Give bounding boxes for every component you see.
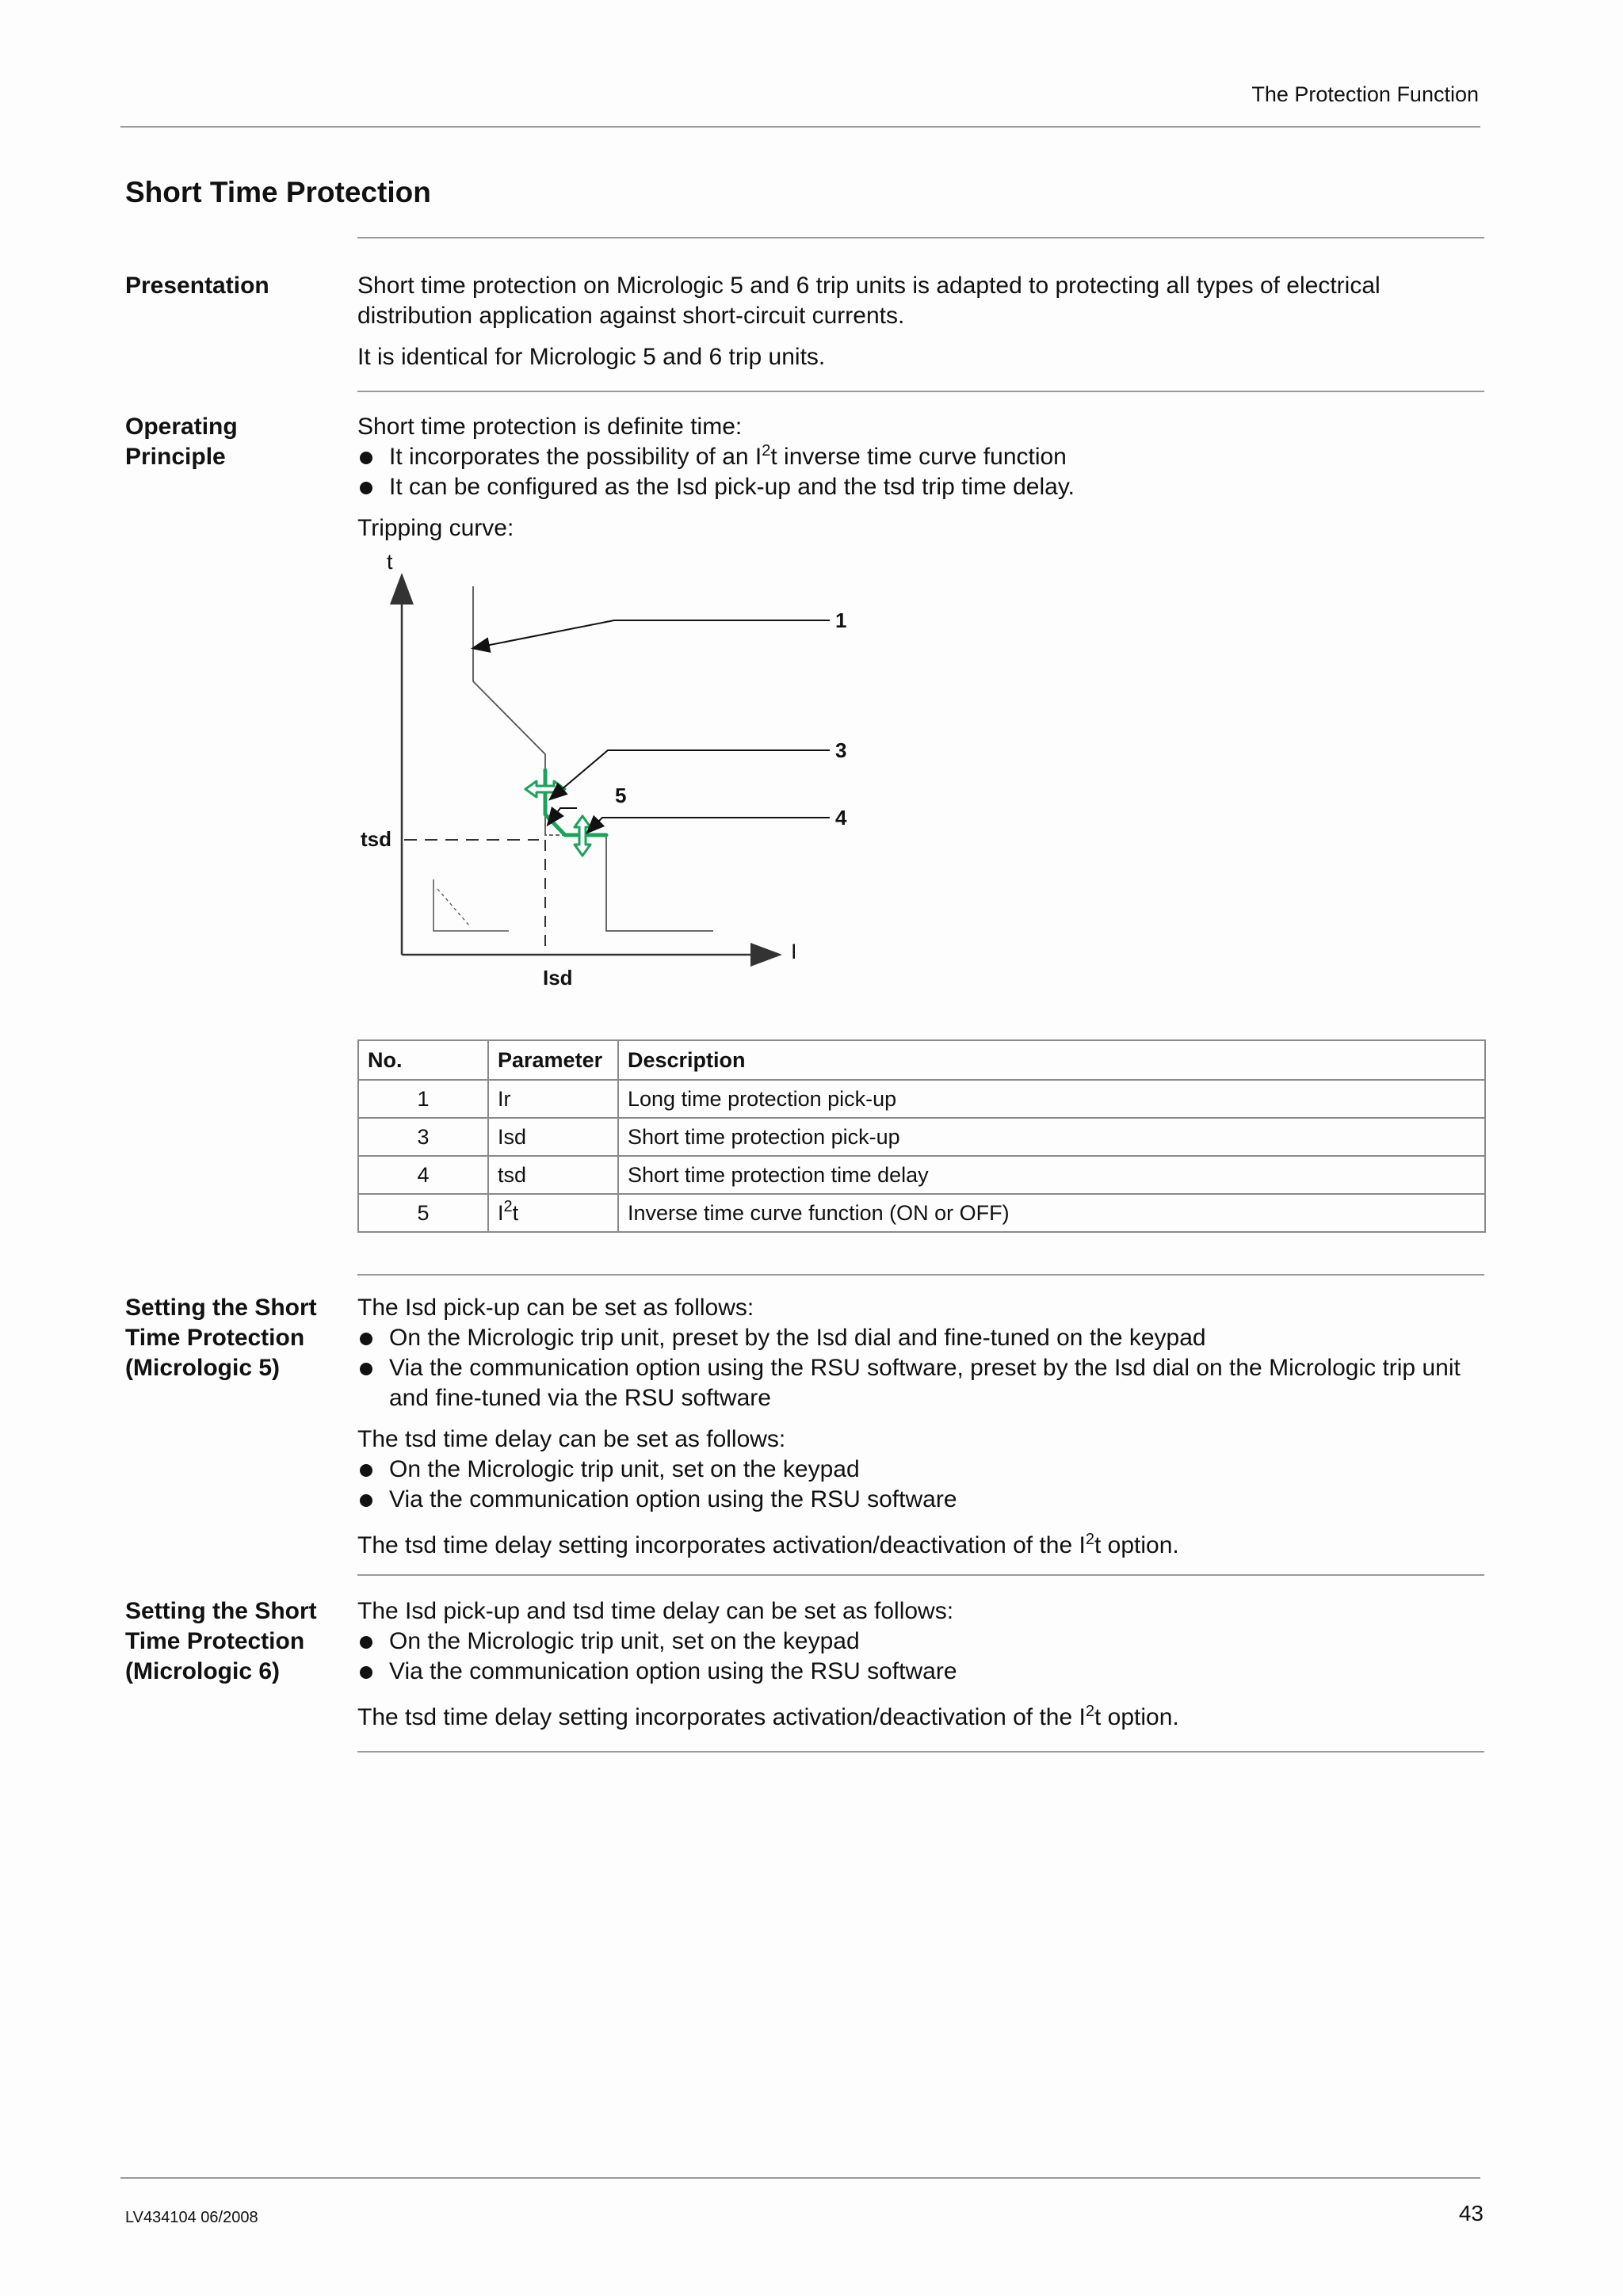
cell-description: Inverse time curve function (ON or OFF) <box>618 1194 1485 1232</box>
heading-line: Principle <box>125 444 226 470</box>
inset-dashed-line <box>437 889 469 925</box>
setting-micrologic-6-body <box>357 1596 1483 1733</box>
list-item: It incorporates the possibility of an $I^2t$ inverse time curve function <box>357 442 1483 472</box>
operating-principle-heading <box>125 412 343 472</box>
table-row <box>358 1080 1485 1118</box>
operating-bullets <box>357 442 1483 502</box>
cell-description: Long time protection pick-up <box>618 1080 1485 1118</box>
operating-principle-body <box>357 412 1483 543</box>
isd-axis-label: Isd <box>543 966 573 990</box>
heading-line: (Micrologic 5) <box>125 1355 281 1381</box>
x-axis-label: I <box>791 940 797 963</box>
callout-3-label: 3 <box>835 738 847 762</box>
column-header-parameter: Parameter <box>488 1040 618 1080</box>
page-number: 43 <box>1458 2201 1484 2225</box>
column-header-no: No. <box>358 1040 488 1080</box>
divider <box>357 237 1484 238</box>
list-item: Via the communication option using the RSU software, preset by the Isd dial on the Micrologic trip unit and fine-tuned via the RSU software <box>357 1353 1483 1413</box>
isd-setting-intro: The Isd pick-up can be set as follows: <box>357 1295 754 1321</box>
tsd-setting-intro: The tsd time delay can be set as follows: <box>357 1426 786 1452</box>
column-header-description: Description <box>618 1040 1485 1080</box>
list-item: On the Micrologic trip unit, set on the keypad <box>357 1455 1483 1485</box>
i2t-note: The tsd time delay setting incorporates activation/deactivation of the $I^2t$ option. <box>357 1703 1179 1730</box>
list-item: It can be configured as the Isd pick-up and the tsd trip time delay. <box>357 472 1483 502</box>
table-row <box>358 1118 1485 1156</box>
inset-curve <box>433 879 509 931</box>
isd-setting-bullets <box>357 1323 1483 1413</box>
i2t-note: The tsd time delay setting incorporates activation/deactivation of the $I^2t$ option. <box>357 1531 1179 1558</box>
callout-4-leader <box>588 818 830 832</box>
callout-4-label: 4 <box>835 806 847 830</box>
footer-rule <box>120 2177 1480 2179</box>
cell-parameter: tsd <box>488 1156 618 1194</box>
setting-micrologic-6-heading <box>125 1596 343 1687</box>
tripping-curve-label: Tripping curve: <box>357 515 514 541</box>
heading-line: (Micrologic 6) <box>125 1658 281 1684</box>
presentation-paragraph-1: Short time protection on Micrologic 5 and 6 trip units is adapted to protecting all types of electrical distribution application against short-circuit currents. <box>357 273 1381 329</box>
cell-description: Short time protection time delay <box>618 1156 1485 1194</box>
divider <box>357 391 1484 392</box>
heading-line: Setting the Short <box>125 1295 317 1321</box>
presentation-body <box>357 271 1483 372</box>
tsd-axis-label: tsd <box>361 827 391 851</box>
heading-line: Operating <box>125 414 238 440</box>
callout-5-label: 5 <box>615 784 627 807</box>
cell-parameter: Ir <box>488 1080 618 1118</box>
cell-description: Short time protection pick-up <box>618 1118 1485 1156</box>
tripping-curve-diagram <box>341 547 856 990</box>
cell-no: 5 <box>358 1194 488 1232</box>
table-row <box>358 1156 1485 1194</box>
list-item: On the Micrologic trip unit, preset by the Isd dial and fine-tuned on the keypad <box>357 1323 1483 1353</box>
running-head: The Protection Function <box>1251 82 1479 106</box>
header-rule <box>120 126 1480 128</box>
divider <box>357 1274 1484 1276</box>
list-item: Via the communication option using the RSU software <box>357 1657 1483 1687</box>
cell-parameter: $I^2t$ <box>488 1194 618 1232</box>
heading-line: Time Protection <box>125 1325 305 1351</box>
cell-no: 4 <box>358 1156 488 1194</box>
callout-1-leader <box>474 620 830 648</box>
list-item: On the Micrologic trip unit, set on the keypad <box>357 1627 1483 1657</box>
setting-intro: The Isd pick-up and tsd time delay can be set as follows: <box>357 1598 954 1624</box>
tsd-setting-bullets <box>357 1455 1483 1515</box>
callout-3-leader <box>551 750 830 799</box>
table-row <box>358 1194 1485 1232</box>
setting-bullets <box>357 1627 1483 1687</box>
setting-micrologic-5-heading <box>125 1293 343 1383</box>
cell-no: 1 <box>358 1080 488 1118</box>
setting-micrologic-5-body <box>357 1293 1483 1561</box>
operating-intro: Short time protection is definite time: <box>357 414 743 440</box>
document-reference: LV434104 06/2008 <box>125 2209 258 2226</box>
list-item: Via the communication option using the RSU software <box>357 1485 1483 1515</box>
table-header-row <box>358 1040 1485 1080</box>
cell-parameter: Isd <box>488 1118 618 1156</box>
presentation-paragraph-2: It is identical for Micrologic 5 and 6 trip units. <box>357 344 826 370</box>
cell-no: 3 <box>358 1118 488 1156</box>
y-axis-label: t <box>387 550 393 574</box>
divider <box>357 1574 1484 1576</box>
heading-line: Setting the Short <box>125 1598 317 1624</box>
heading-line: Time Protection <box>125 1628 305 1654</box>
page-title: Short Time Protection <box>125 176 431 208</box>
callout-1-label: 1 <box>835 608 847 632</box>
long-time-curve <box>473 586 713 931</box>
presentation-heading: Presentation <box>125 273 269 299</box>
parameter-table <box>357 1039 1486 1233</box>
divider <box>357 1751 1484 1753</box>
